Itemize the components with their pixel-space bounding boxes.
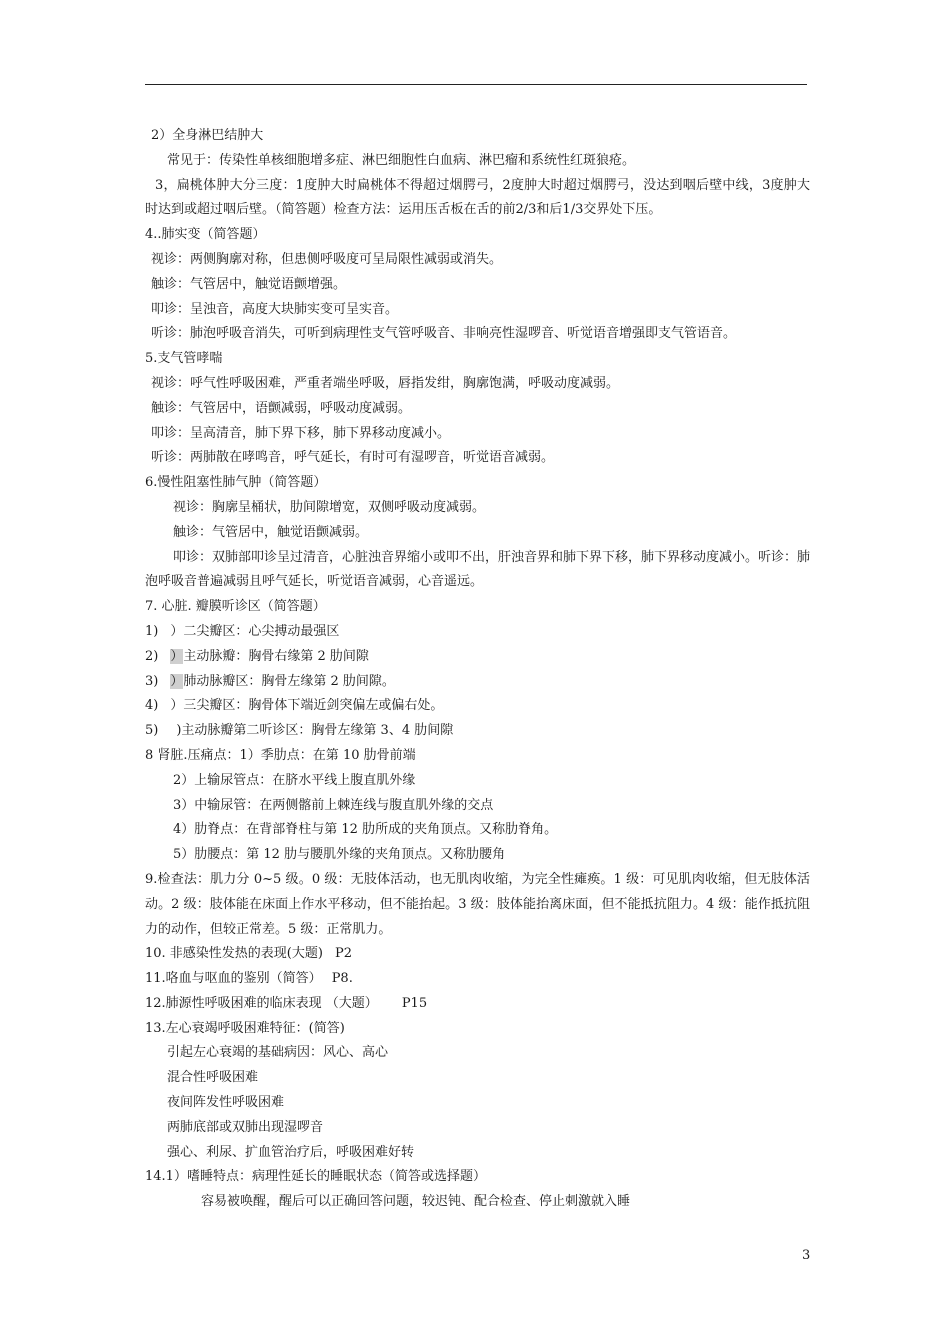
text-line: 2）全身淋巴结肿大 [151, 128, 264, 143]
list-item [145, 645, 810, 670]
page-ref: P8. [331, 971, 353, 987]
section-heading [145, 992, 810, 1017]
text-paragraph: 3，扁桃体肿大分三度：1度肿大时扁桃体不得超过烟腭弓，2度肿大时超过烟腭弓，没达到咽后壁中线，3度肿大时达到或超过咽后壁。（简答题）检查方法：运用压舌板在舌的前2/3和后1/3交界处下压。 [145, 177, 810, 218]
section-heading [145, 967, 810, 992]
list-text: 主动脉瓣：胸骨右缘第 2 肋间隙 [183, 648, 369, 664]
header-rule [145, 84, 807, 85]
text-line: 5）肋腰点：第 12 肋与腰肌外缘的夹角顶点。又称肋腰角 [173, 847, 506, 863]
section-heading: 5.支气管哮喘 [145, 351, 223, 367]
text-line: 引起左心衰竭的基础病因：风心、高心 [167, 1045, 389, 1061]
section-heading: 14.1）嗜睡特点：病理性延长的睡眠状态（简答或选择题） [145, 1169, 486, 1185]
list-text: 二尖瓣区：心尖搏动最强区 [183, 623, 340, 639]
page-number: 3 [802, 1248, 811, 1263]
list-text: 肺动脉瓣区：胸骨左缘第 2 肋间隙。 [183, 673, 395, 689]
list-item [145, 694, 810, 719]
list-marker: 1) [145, 623, 159, 639]
list-paren: ） [170, 698, 184, 714]
text-line: 强心、利尿、扩血管治疗后，呼吸困难好转 [167, 1144, 415, 1160]
list-paren: ） [170, 673, 184, 689]
list-text: )主动脉瓣第二听诊区：胸骨左缘第 3、4 肋间隙 [176, 723, 454, 739]
text-line: 叩诊：呈高清音，肺下界下移，肺下界移动度减小。 [151, 425, 451, 441]
heading-text: 11.咯血与呕血的鉴别（简答） [145, 971, 322, 987]
list-item [145, 620, 810, 645]
page-ref: P2 [334, 946, 352, 962]
text-line: 3）中输尿管：在两侧髂前上棘连线与腹直肌外缘的交点 [173, 797, 494, 813]
section-heading: 6.慢性阻塞性肺气肿（简答题） [145, 475, 327, 491]
text-line: 听诊：肺泡呼吸音消失，可听到病理性支气管呼吸音、非响亮性湿啰音、听觉语音增强即支气管语音。 [151, 326, 737, 342]
text-line: 视诊：呼气性呼吸困难，严重者端坐呼吸，唇指发绀，胸廓饱满，呼吸动度减弱。 [151, 375, 620, 391]
list-item [145, 670, 810, 695]
list-paren: ） [170, 623, 184, 639]
text-line: 触诊：气管居中，触觉语颤增强。 [151, 276, 347, 292]
text-line: 常见于：传染性单核细胞增多症、淋巴细胞性白血病、淋巴瘤和系统性红斑狼疮。 [167, 152, 636, 168]
list-paren: ） [170, 648, 184, 664]
text-paragraph: 叩诊：双肺部叩诊呈过清音，心脏浊音界缩小或叩不出，肝浊音界和肺下界下移，肺下界移动度减小。听诊：肺泡呼吸音普遍减弱且呼气延长，听觉语音减弱，心音遥远。 [145, 549, 811, 590]
section-heading: 8 肾脏.压痛点：1）季肋点：在第 10 肋骨前端 [145, 747, 416, 763]
text-line: 叩诊：呈浊音，高度大块肺实变可呈实音。 [151, 301, 399, 317]
text-line: 触诊：气管居中，触觉语颤减弱。 [173, 524, 369, 540]
list-text: 三尖瓣区：胸骨体下端近剑突偏左或偏右处。 [183, 698, 444, 714]
section-heading: 4..肺实变（简答题） [145, 227, 266, 243]
section-heading [145, 942, 810, 967]
list-marker: 4) [145, 698, 159, 714]
page-ref: P15 [401, 995, 428, 1011]
heading-text: 12.肺源性呼吸困难的临床表现 （大题） [145, 995, 378, 1011]
document-body [145, 124, 810, 1215]
text-line: 2）上输尿管点：在脐水平线上腹直肌外缘 [173, 772, 416, 788]
text-line: 容易被唤醒，醒后可以正确回答问题，较迟钝、配合检查、停止刺激就入睡 [201, 1194, 631, 1210]
text-line: 两肺底部或双肺出现湿啰音 [167, 1119, 324, 1135]
heading-text: 10. 非感染性发热的表现(大题) [145, 946, 323, 962]
list-marker: 5) [145, 723, 159, 739]
text-line: 4）肋脊点：在背部脊柱与第 12 肋所成的夹角顶点。又称肋脊角。 [173, 822, 558, 838]
text-line: 夜间阵发性呼吸困难 [167, 1095, 285, 1111]
section-heading: 13.左心衰竭呼吸困难特征：(简答) [145, 1020, 345, 1036]
text-paragraph: 9.检查法：肌力分 0~5 级。0 级：无肢体活动，也无肌肉收缩，为完全性瘫痪。1 级：可见肌肉收缩，但无肢体活动。2 级：肢体能在床面上作水平移动，但不能抬起。3 级：肢体能抬离床面，但不能抵抗阻力。4 级：能作抵抗阻力的动作，但较正常差。5 级：正常肌力。 [145, 871, 810, 937]
text-line: 触诊：气管居中，语颤减弱，呼吸动度减弱。 [151, 400, 412, 416]
text-line: 混合性呼吸困难 [167, 1070, 259, 1086]
text-line: 视诊：胸廓呈桶状，肋间隙增宽，双侧呼吸动度减弱。 [173, 499, 486, 515]
list-marker: 2) [145, 648, 159, 664]
list-marker: 3) [145, 673, 159, 689]
section-heading: 7. 心脏. 瓣膜听诊区（简答题） [145, 599, 326, 615]
text-line: 听诊：两肺散在哮鸣音，呼气延长，有时可有湿啰音，听觉语音减弱。 [151, 450, 555, 466]
list-item [145, 719, 810, 744]
text-line: 视诊：两侧胸廓对称，但患侧呼吸度可呈局限性减弱或消失。 [151, 251, 503, 267]
